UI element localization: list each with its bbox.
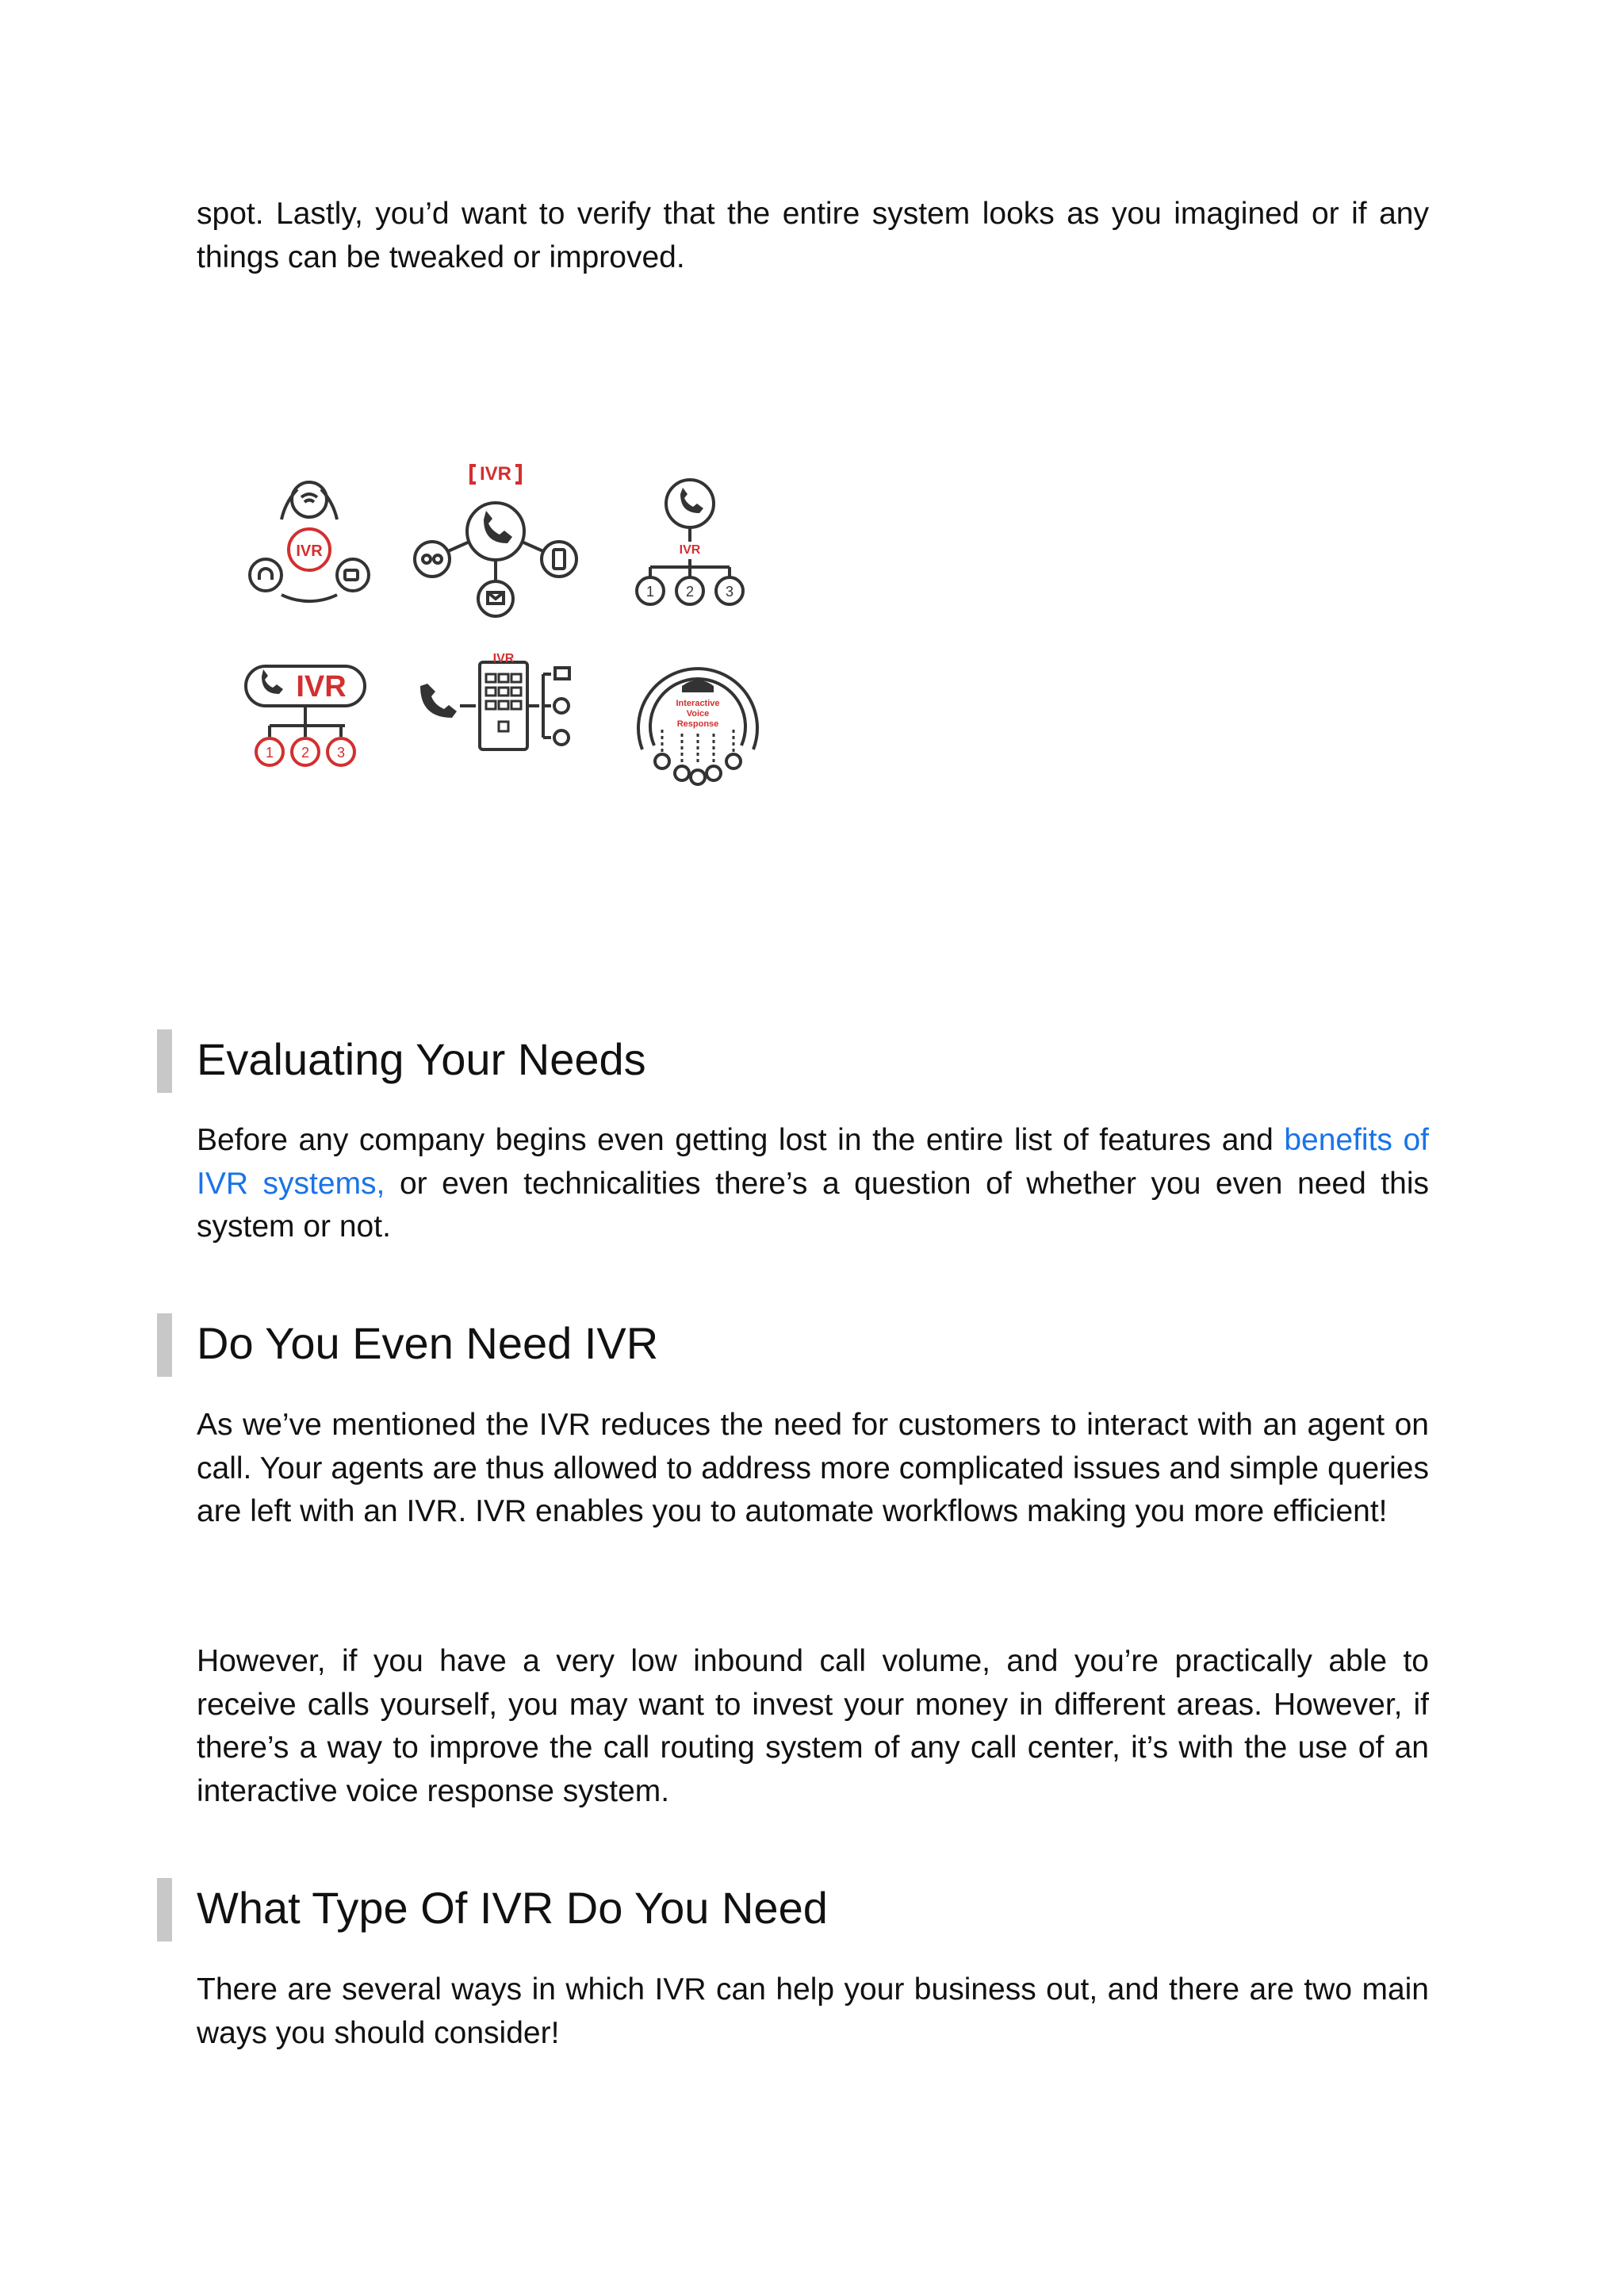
do-you-need-paragraph-1: As we’ve mentioned the IVR reduces the need for customers to interact with an agent on call. Your agents are thus allowed to address more complicated issues and simple queries are left with an IVR. IVR enables you to automate workflows making you more efficient! [197, 1408, 1429, 1528]
svg-text:2: 2 [685, 584, 695, 600]
svg-text:Interactive: Interactive [676, 699, 720, 708]
section-title: Evaluating Your Needs [197, 1034, 646, 1084]
section-title: What Type Of IVR Do You Need [197, 1883, 828, 1933]
heading-accent-bar [157, 1313, 172, 1377]
intro-paragraph: spot. Lastly, you’d want to verify that the entire system looks as you imagined or if any things can be tweaked or improved. [197, 197, 1429, 274]
ivr-phone-tree-icon [637, 480, 743, 604]
svg-text:IVR: IVR [679, 543, 701, 557]
section-title: Do You Even Need IVR [197, 1318, 659, 1368]
svg-text:IVR: IVR [479, 463, 512, 485]
benefits-of-ivr-link[interactable]: benefits of IVR systems, [197, 1123, 1429, 1201]
do-you-need-paragraph-2: However, if you have a very low inbound call volume, and you’re practically able to receive calls yourself, you may want to invest your money in different areas. However, if there’s a way to improve the call routing system of any call center, it’s with the use of an interactive voice response system. [197, 1644, 1429, 1808]
svg-text:Response: Response [676, 719, 719, 729]
svg-text:1: 1 [645, 584, 655, 600]
svg-text:IVR: IVR [296, 542, 323, 560]
ivr-icons-figure [222, 432, 769, 813]
svg-text:1: 1 [265, 745, 274, 761]
svg-text:IVR: IVR [296, 670, 347, 703]
svg-text:Voice: Voice [686, 709, 710, 719]
ivr-cycle-icon [250, 482, 369, 601]
svg-text:2: 2 [301, 745, 310, 761]
evaluating-paragraph [197, 1119, 1429, 1249]
heading-accent-bar [157, 1878, 172, 1941]
svg-text:3: 3 [725, 584, 734, 600]
paragraph-text: Before any company begins even getting lost in the entire list of features and [197, 1123, 1285, 1157]
ivr-keypad-icon [420, 652, 569, 749]
what-type-paragraph: There are several ways in which IVR can help your business out, and there are two main ways you should consider! [197, 1972, 1429, 2050]
interactive-voice-response-icon [638, 669, 757, 784]
ivr-phone-hub-icon [415, 463, 576, 616]
ivr-badge-tree-icon [246, 666, 365, 765]
svg-text:3: 3 [336, 745, 346, 761]
svg-text:IVR: IVR [492, 652, 515, 665]
heading-accent-bar [157, 1029, 172, 1093]
paragraph-text: or even technicalities there’s a question of whether you even need this system or not. [197, 1166, 1430, 1244]
